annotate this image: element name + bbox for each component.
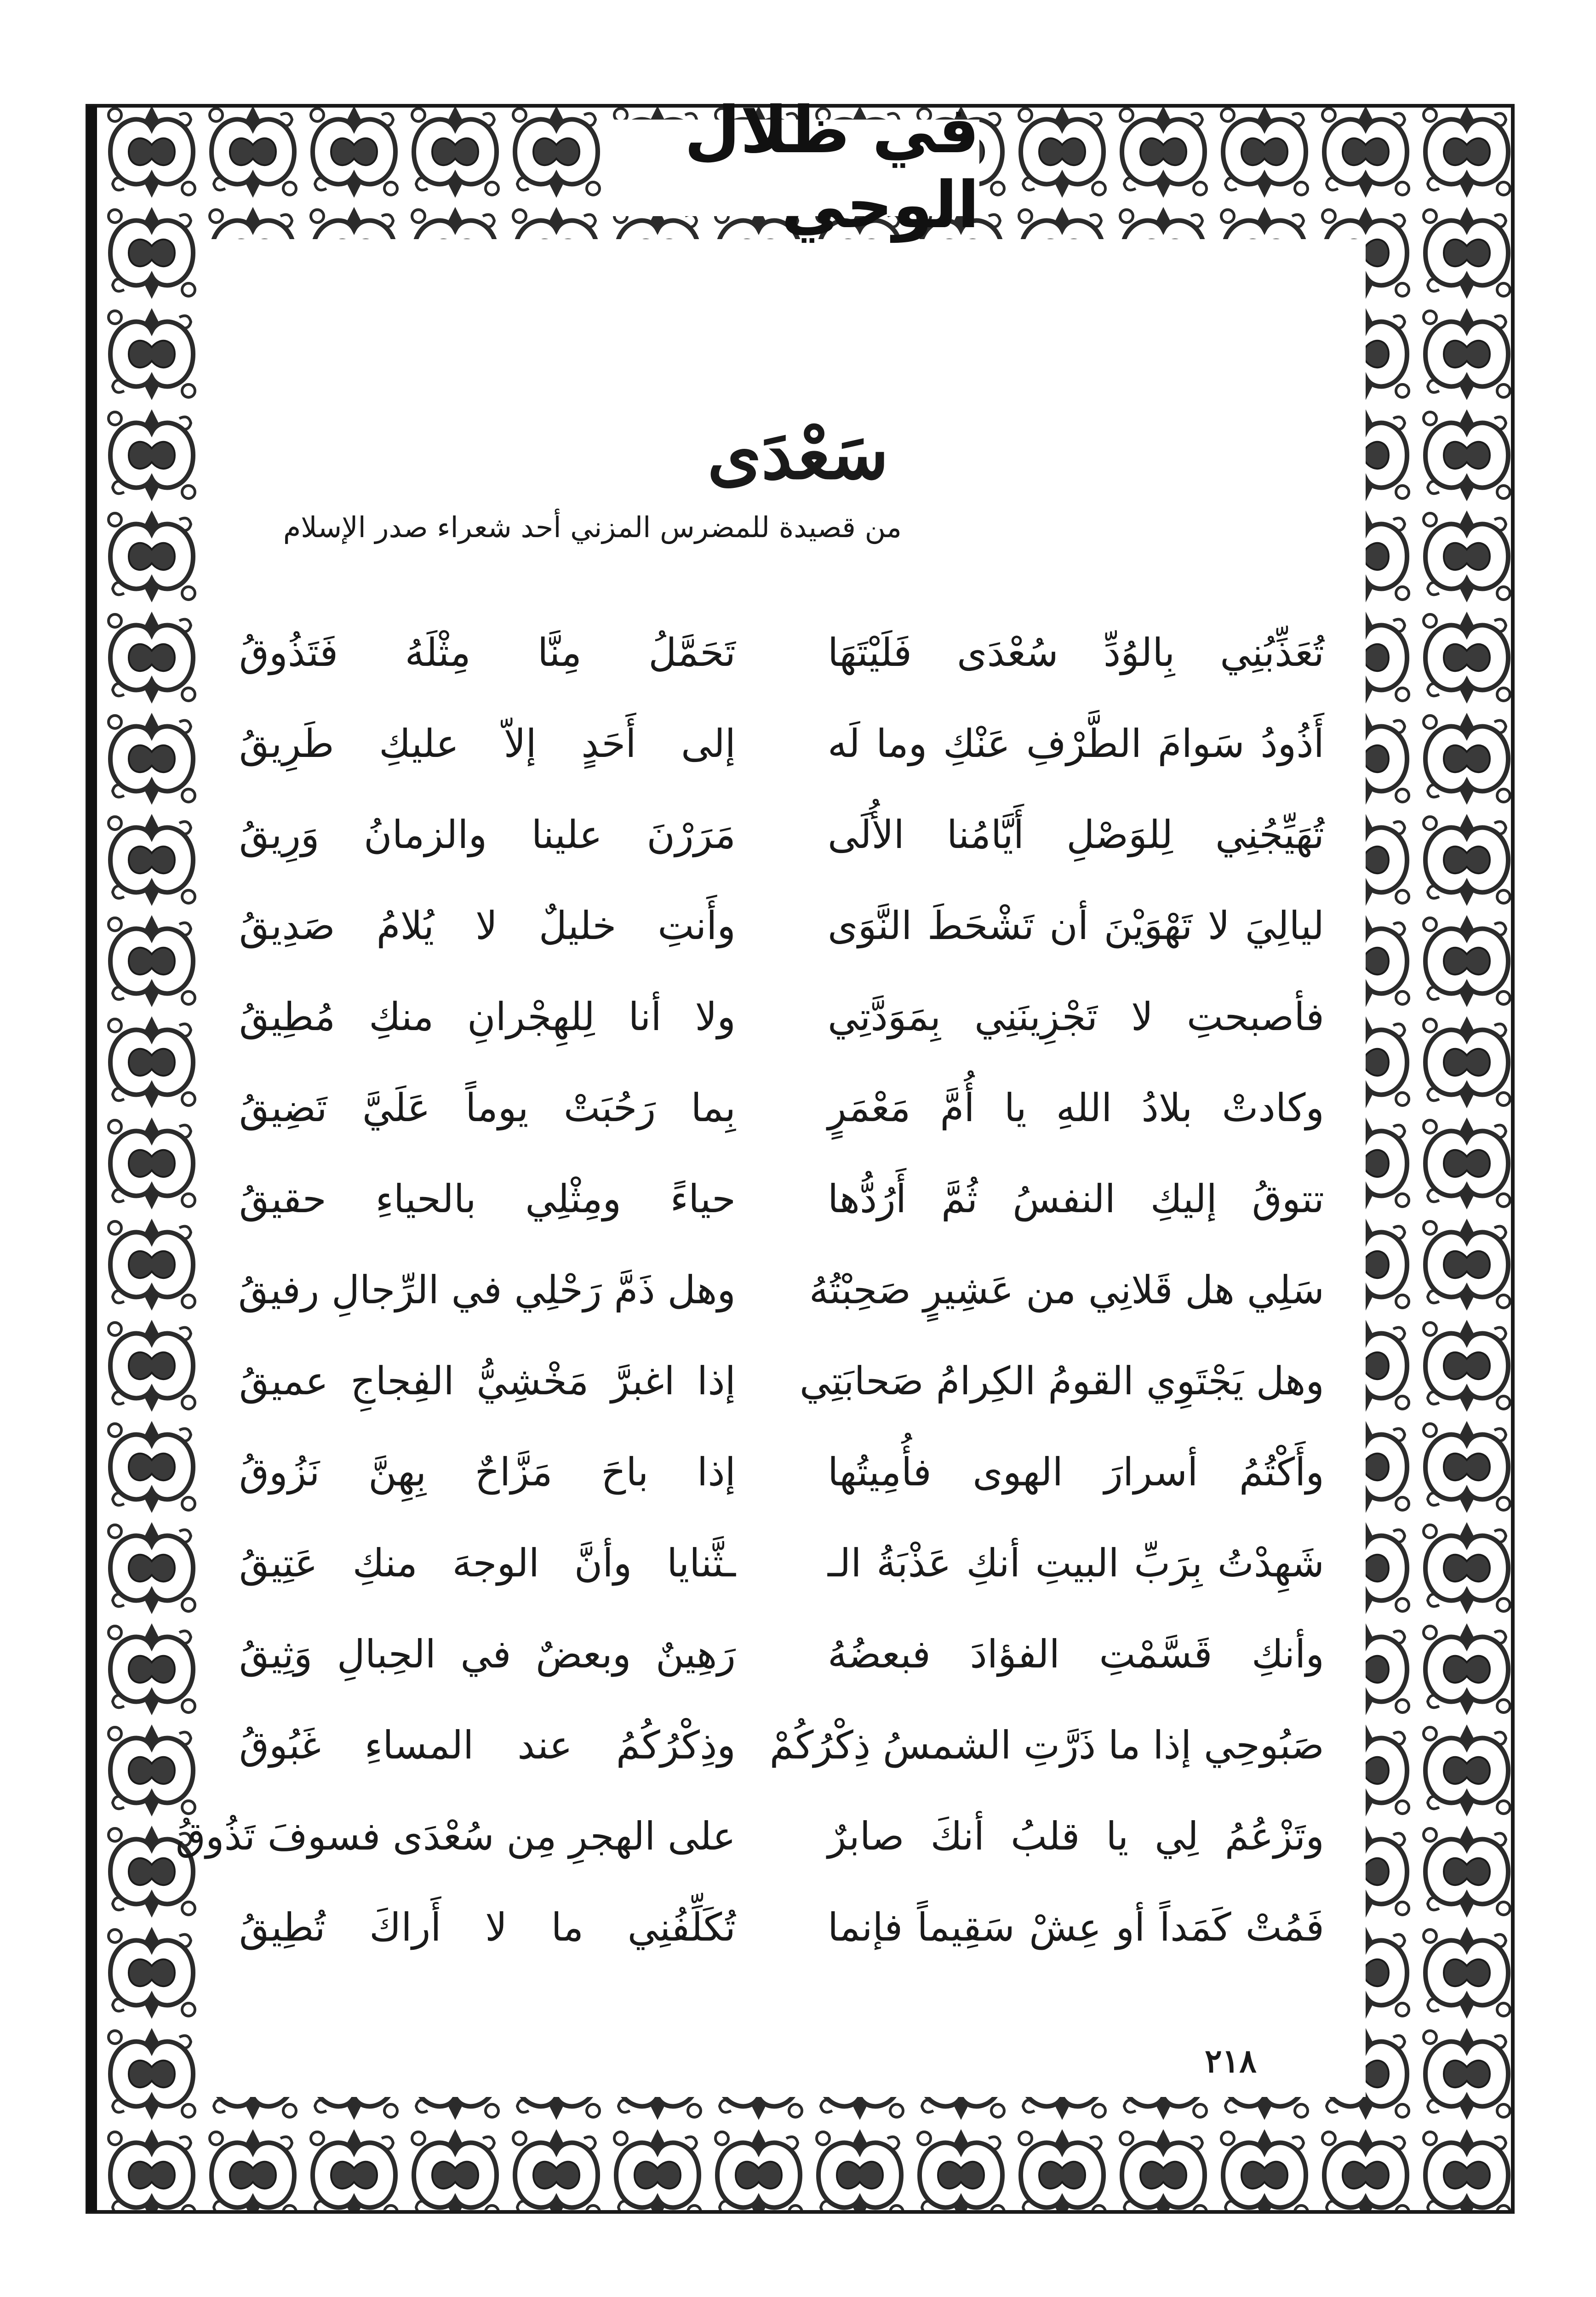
verse — [239, 698, 1324, 789]
verse — [239, 971, 1324, 1062]
verse-second-hemistich: حياءً ومِثْلِي بالحياءِ حقيقُ — [239, 1176, 736, 1221]
verse — [175, 1791, 1324, 1882]
verse-first-hemistich: تُهَيِّجُنِي لِلوَصْلِ أَيَّامُنا الأُلَى — [828, 812, 1324, 857]
poem-title: سَعْدَى — [707, 414, 889, 495]
verse-first-hemistich: وأَكْتُمُ أسرارَ الهوى فأُمِيتُها — [828, 1449, 1324, 1495]
verse-second-hemistich: وذِكْرُكُمُ عند المساءِ غَبُوقُ — [239, 1723, 736, 1768]
verse — [239, 789, 1324, 880]
verse-second-hemistich: على الهجرِ مِن سُعْدَى فسوفَ تَذُوقُ — [175, 1814, 736, 1859]
verse — [239, 1062, 1324, 1153]
verse-first-hemistich: أَذُودُ سَوامَ الطَّرْفِ عَنْكِ وما لَه — [828, 721, 1324, 766]
verse-second-hemistich: ـثَّنايا وأنَّ الوجهَ منكِ عَتِيقُ — [239, 1541, 736, 1586]
verse-first-hemistich: صَبُوحِي إذا ما ذَرَّتِ الشمسُ ذِكْرُكُمْ — [769, 1723, 1324, 1768]
verse-first-hemistich: فَمُتْ كَمَداً أو عِشْ سَقِيماً فإنما — [828, 1905, 1324, 1950]
verse — [239, 1426, 1324, 1518]
verse — [239, 1882, 1324, 1973]
page-number: ٢١٨ — [1205, 2042, 1257, 2080]
verse — [239, 1335, 1324, 1426]
header-banner — [612, 93, 979, 243]
poem-body — [175, 607, 1324, 1973]
verse-second-hemistich: بِما رَحُبَتْ يوماً عَلَيَّ تَضِيقُ — [239, 1085, 736, 1130]
verse-second-hemistich: مَرَرْنَ علينا والزمانُ وَرِيقُ — [239, 812, 736, 857]
verse-first-hemistich: سَلِي هل قَلانِي من عَشِيرٍ صَحِبْتُهُ — [809, 1267, 1324, 1312]
verse-second-hemistich: وهل ذَمَّ رَحْلِي في الرِّجالِ رفيقُ — [238, 1267, 736, 1312]
verse-second-hemistich: إذا باحَ مَزَّاحٌ بِهِنَّ نَزُوقُ — [239, 1449, 736, 1495]
running-header: في ظلال الوحي — [684, 93, 979, 243]
verse — [239, 880, 1324, 971]
verse-second-hemistich: رَهِينٌ وبعضٌ في الحِبالِ وَثِيقُ — [239, 1632, 736, 1677]
verse-second-hemistich: إلى أَحَدٍ إلاّ عليكِ طَرِيقُ — [239, 721, 736, 766]
verse — [239, 1153, 1324, 1244]
verse-first-hemistich: فأصبحتِ لا تَجْزِينَنِي بِمَوَدَّتِي — [828, 994, 1324, 1039]
verse-first-hemistich: وأنكِ قَسَّمْتِ الفؤادَ فبعضُهُ — [828, 1632, 1324, 1677]
verse — [239, 1609, 1324, 1700]
verse-first-hemistich: تتوقُ إليكِ النفسُ ثُمَّ أَرُدُّها — [828, 1176, 1324, 1221]
verse-first-hemistich: شَهِدْتُ بِرَبِّ البيتِ أنكِ عَذْبَةُ الـ — [828, 1541, 1324, 1586]
verse — [239, 607, 1324, 698]
verse-first-hemistich: وتَزْعُمُ لِي يا قلبُ أنكَ صابرٌ — [828, 1814, 1324, 1859]
verse-first-hemistich: ليالِيَ لا تَهْوَيْنَ أن تَشْحَطَ النَّوَى — [828, 903, 1324, 948]
verse-first-hemistich: وكادتْ بلادُ اللهِ يا أُمَّ مَعْمَرٍ — [828, 1085, 1324, 1130]
verse-first-hemistich: تُعَذِّبُنِي بِالوُدِّ سُعْدَى فَلَيْتَهَا — [828, 630, 1324, 675]
verse-second-hemistich: تُكَلِّفُنِي ما لا أَراكَ تُطِيقُ — [239, 1905, 736, 1950]
verse-second-hemistich: تَحَمَّلُ مِنَّا مِثْلَهُ فَتَذُوقُ — [239, 630, 736, 675]
verse-first-hemistich: وهل يَجْتَوِي القومُ الكِرامُ صَحابَتِي — [799, 1358, 1324, 1403]
verse-second-hemistich: ولا أنا لِلهِجْرانِ منكِ مُطِيقُ — [239, 994, 736, 1039]
verse — [239, 1518, 1324, 1609]
verse-second-hemistich: وأَنتِ خليلٌ لا يُلامُ صَدِيقُ — [239, 903, 736, 948]
verse-second-hemistich: إذا اغبرَّ مَخْشِيُّ الفِجاجِ عميقُ — [239, 1358, 736, 1403]
verse — [239, 1244, 1324, 1335]
poem-attribution: من قصيدة للمضرس المزني أحد شعراء صدر الإسلام — [283, 510, 902, 544]
verse — [239, 1700, 1324, 1791]
